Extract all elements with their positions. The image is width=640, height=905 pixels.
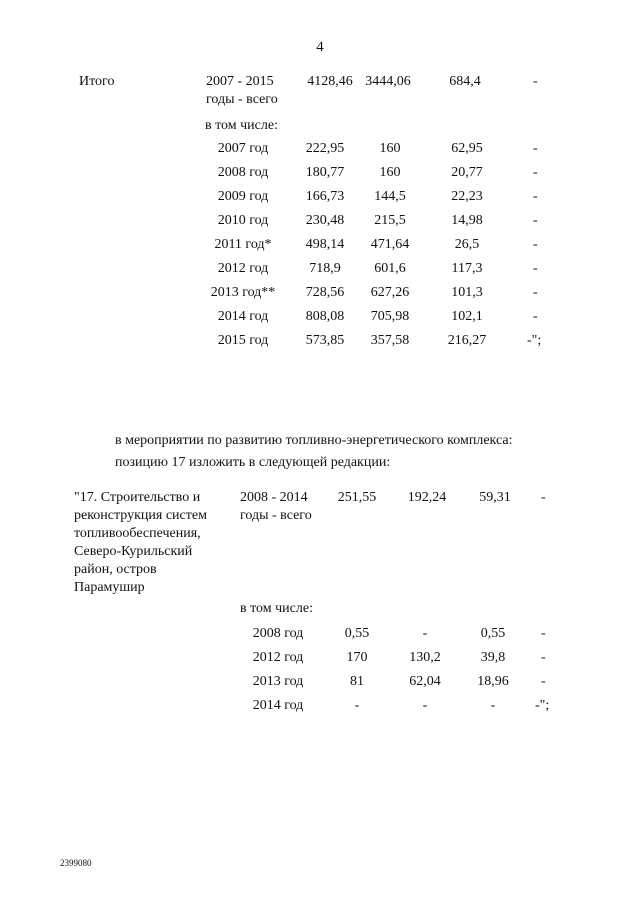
col3-cell: 39,8 bbox=[480, 650, 506, 665]
col4-cell: - bbox=[533, 74, 538, 89]
total-cell: 728,56 bbox=[305, 285, 345, 300]
col4-cell: - bbox=[533, 261, 538, 276]
col2-cell: 160 bbox=[379, 141, 401, 156]
col3-cell: 59,31 bbox=[479, 490, 511, 505]
row-label-itogo: Итого bbox=[79, 74, 115, 89]
year-cell: 2010 год bbox=[217, 213, 269, 228]
col3-cell: 20,77 bbox=[451, 165, 483, 180]
col3-cell: 26,5 bbox=[454, 237, 480, 252]
col3-cell: 684,4 bbox=[449, 74, 481, 89]
col4-cell: - bbox=[533, 189, 538, 204]
year-cell: 2014 год bbox=[217, 309, 269, 324]
footer-code: 2399080 bbox=[60, 858, 92, 868]
col3-cell: 101,3 bbox=[451, 285, 483, 300]
year-cell: 2013 год bbox=[252, 674, 304, 689]
total-cell: 718,9 bbox=[309, 261, 341, 276]
col2-cell: - bbox=[422, 626, 428, 641]
year-cell: 2007 год bbox=[217, 141, 269, 156]
period: 2007 - 2015 bbox=[206, 74, 274, 89]
period-sub: годы - всего bbox=[206, 92, 278, 107]
period-sub: годы - всего bbox=[240, 508, 312, 523]
col4-cell: - bbox=[533, 237, 538, 252]
col4-cell: - bbox=[541, 490, 546, 505]
year-cell: 2009 год bbox=[217, 189, 269, 204]
col2-cell: - bbox=[422, 698, 428, 713]
label-line: Парамушир bbox=[74, 580, 145, 595]
col2-cell: 160 bbox=[379, 165, 401, 180]
col3-cell: 117,3 bbox=[451, 261, 483, 276]
col4-cell: - bbox=[541, 674, 546, 689]
total-cell: 0,55 bbox=[344, 626, 370, 641]
year-cell: 2014 год bbox=[252, 698, 304, 713]
year-cell: 2013 год** bbox=[210, 285, 276, 300]
period: 2008 - 2014 bbox=[240, 490, 308, 505]
col3-cell: 0,55 bbox=[480, 626, 506, 641]
col3-cell: 22,23 bbox=[451, 189, 483, 204]
page-number: 4 bbox=[316, 39, 324, 55]
col4-cell: - bbox=[541, 626, 546, 641]
col2-cell: 357,58 bbox=[370, 333, 410, 348]
label-line: топливообеспечения, bbox=[74, 526, 201, 541]
col2-cell: 471,64 bbox=[370, 237, 410, 252]
label-line: "17. Строительство и bbox=[74, 490, 201, 505]
subhead: в том числе: bbox=[205, 118, 278, 133]
year-cell: 2012 год bbox=[252, 650, 304, 665]
total-cell: 170 bbox=[346, 650, 368, 665]
col4-cell: - bbox=[533, 309, 538, 324]
col3-cell: - bbox=[490, 698, 496, 713]
label-line: Северо-Курильский bbox=[74, 544, 193, 559]
total-cell: 81 bbox=[350, 674, 364, 689]
total-cell: 498,14 bbox=[305, 237, 345, 252]
label-line: реконструкция систем bbox=[74, 508, 207, 523]
paragraph-line-1: в мероприятии по развитию топливно-энергетического комплекса: bbox=[115, 433, 513, 448]
total-cell: 222,95 bbox=[305, 141, 345, 156]
col2-cell: 3444,06 bbox=[365, 74, 411, 89]
col4-cell: - bbox=[533, 213, 538, 228]
col3-cell: 102,1 bbox=[451, 309, 483, 324]
total-cell: 166,73 bbox=[305, 189, 345, 204]
col2-cell: 705,98 bbox=[370, 309, 410, 324]
col4-cell: - bbox=[533, 165, 538, 180]
subhead: в том числе: bbox=[240, 601, 313, 616]
col3-cell: 216,27 bbox=[447, 333, 487, 348]
col4-cell: - bbox=[541, 650, 546, 665]
col2-cell: 627,26 bbox=[370, 285, 410, 300]
col2-cell: 601,6 bbox=[374, 261, 406, 276]
year-cell: 2008 год bbox=[217, 165, 269, 180]
col3-cell: 18,96 bbox=[477, 674, 509, 689]
col2-cell: 130,2 bbox=[409, 650, 441, 665]
total-cell: - bbox=[354, 698, 360, 713]
total-cell: 180,77 bbox=[305, 165, 345, 180]
col3-cell: 62,95 bbox=[451, 141, 483, 156]
paragraph-line-2: позицию 17 изложить в следующей редакции: bbox=[115, 455, 391, 470]
total-cell: 230,48 bbox=[305, 213, 345, 228]
col4-cell: -"; bbox=[527, 333, 542, 348]
total-cell: 573,85 bbox=[305, 333, 345, 348]
total-cell: 4128,46 bbox=[307, 74, 353, 89]
total-cell: 808,08 bbox=[305, 309, 345, 324]
col4-cell: - bbox=[533, 285, 538, 300]
label-line: район, остров bbox=[74, 562, 157, 577]
col2-cell: 215,5 bbox=[374, 213, 406, 228]
total-cell: 251,55 bbox=[337, 490, 377, 505]
col2-cell: 144,5 bbox=[374, 189, 406, 204]
col4-cell: - bbox=[533, 141, 538, 156]
year-cell: 2008 год bbox=[252, 626, 304, 641]
col3-cell: 14,98 bbox=[451, 213, 483, 228]
col2-cell: 62,04 bbox=[409, 674, 441, 689]
year-cell: 2015 год bbox=[217, 333, 269, 348]
col2-cell: 192,24 bbox=[407, 490, 447, 505]
col4-cell: -"; bbox=[535, 698, 550, 713]
year-cell: 2012 год bbox=[217, 261, 269, 276]
year-cell: 2011 год* bbox=[214, 237, 272, 252]
